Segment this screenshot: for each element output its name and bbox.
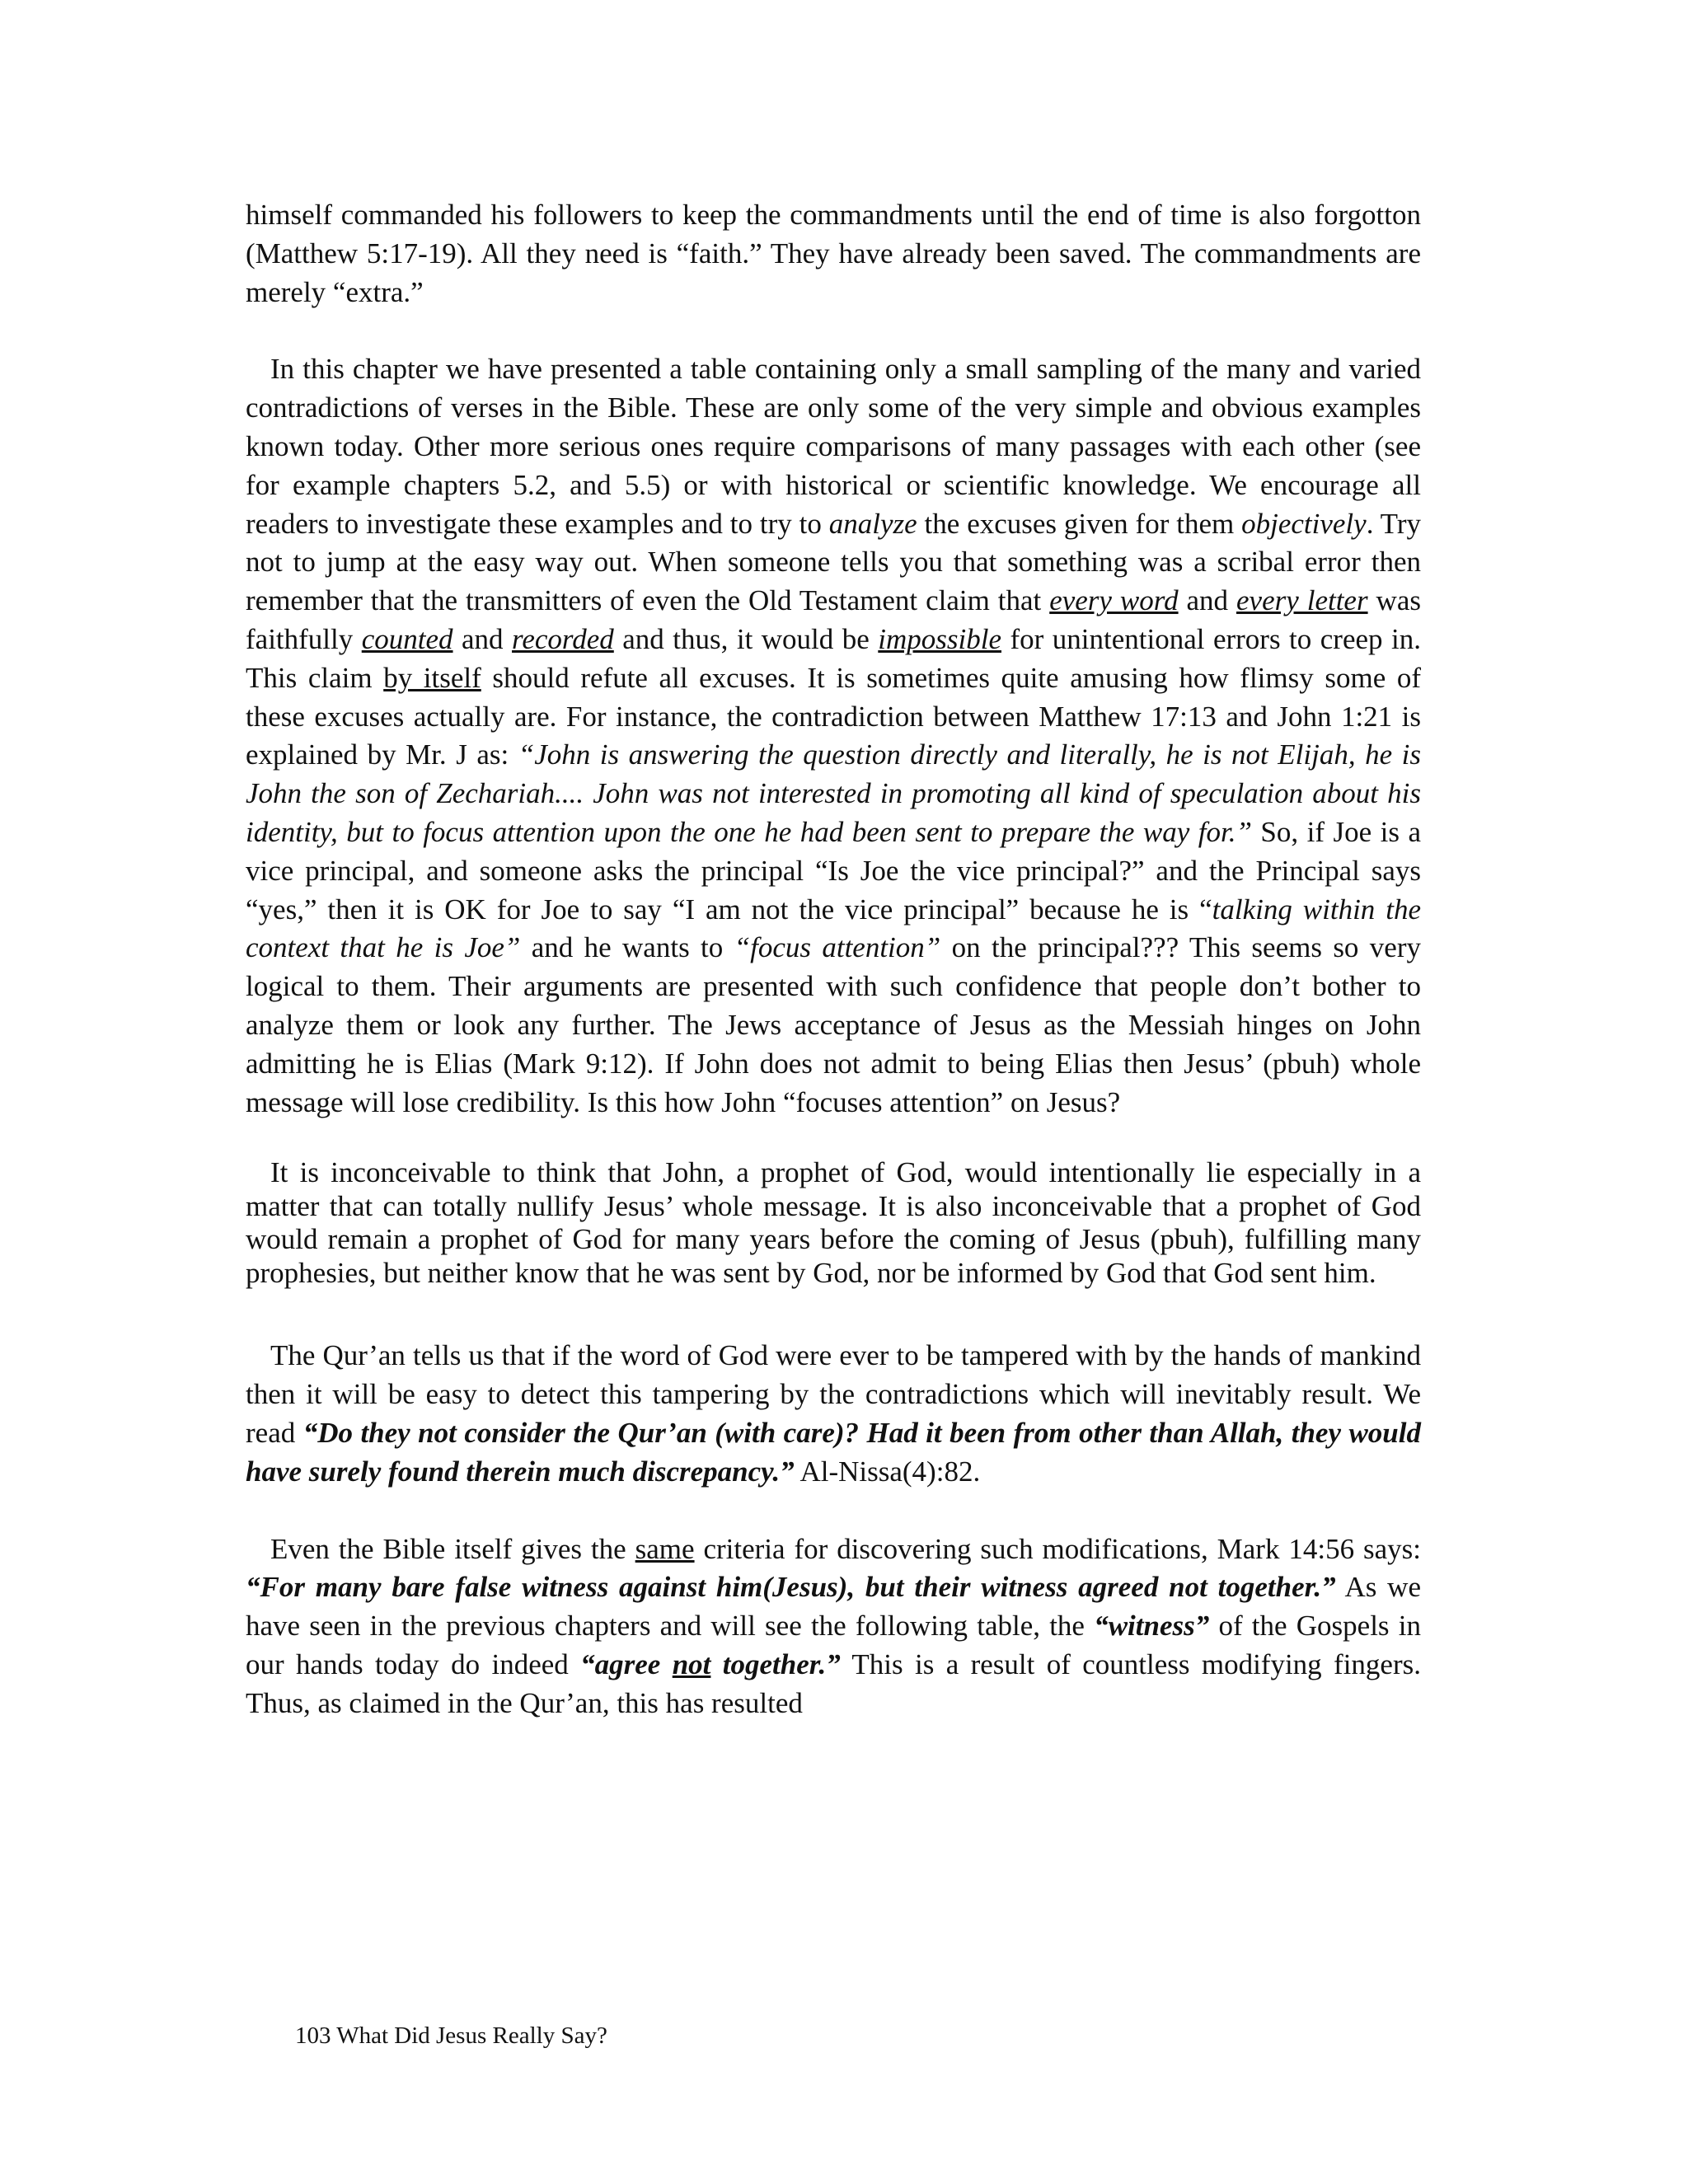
italic-run: talking within the context that he is Joe” <box>246 893 1421 964</box>
text-run: . Try not to jump at the easy way out. When someone tells you that something was a scribal error then remember that the transmitters of even the Old Testament claim that <box>246 507 1421 617</box>
text-run: for unintentional errors to creep in. This claim <box>246 622 1421 694</box>
paragraph-4 <box>246 1337 1421 1491</box>
paragraph-1-text: himself commanded his followers to keep the commandments until the end of time is also forgotton (Matthew 5:17-19). All they need is “faith.” They have already been saved. The commandments are merely “extra.” <box>246 199 1421 308</box>
text-run: and thus, it would be <box>613 622 879 655</box>
italic-run: analyze <box>828 507 917 540</box>
bold-italic-run: together.” <box>710 1647 841 1680</box>
italic-quote: “John is answering the question directly and literally, he is not Elijah, he is John the son of Zechariah.... John was not interested in promoting all kind of speculation about his identity, but to focus attention upon the one he had been sent to prepare the way for.” <box>246 738 1421 848</box>
underlined-italic-run: impossible <box>878 622 1002 655</box>
italic-run: objectively <box>1241 507 1367 540</box>
text-run: criteria for discovering such modifications, Mark 14:56 says: <box>694 1532 1421 1565</box>
text-run: was faithfully <box>246 584 1421 655</box>
text-run: the excuses given for them <box>917 507 1242 540</box>
text-run: This is a result of countless modifying fingers. Thus, as claimed in the Qur’an, this has resulted <box>246 1647 1421 1719</box>
page-footer: 103 What Did Jesus Really Say? <box>295 2022 607 2049</box>
text-run: and <box>452 622 513 655</box>
text-run: So, if Joe is a vice principal, and someone asks the principal “Is Joe the vice principal?” and the Principal says “yes,” then it is OK for Joe to say “I am not the vice principal” because he is “ <box>246 815 1421 926</box>
italic-run: “focus attention” <box>734 931 941 964</box>
underlined-run: by itself <box>383 661 481 694</box>
text-run: The Qur’an tells us that if the word of God were ever to be tampered with by the hands of mankind then it will be easy to detect this tampering by the contradictions which will inevitably result. We read <box>246 1339 1421 1449</box>
underlined-run: same <box>635 1532 695 1565</box>
underlined-italic-run: every word <box>1049 584 1179 617</box>
document-body <box>246 196 1421 1723</box>
text-run: and <box>1178 584 1237 617</box>
underlined-italic-run: counted <box>361 622 453 655</box>
bold-italic-run: “witness” <box>1094 1610 1210 1643</box>
bold-italic-quote: “Do they not consider the Qur’an (with care)? Had it been from other than Allah, they would have surely found therein much discrepancy.” <box>246 1416 1421 1488</box>
text-run: Even the Bible itself gives the <box>270 1532 635 1565</box>
paragraph-2 <box>246 350 1421 1122</box>
bold-italic-run: “agree <box>580 1647 673 1680</box>
text-run: In this chapter we have presented a table containing only a small sampling of the many and varied contradictions of verses in the Bible. These are only some of the very simple and obvious examples known today. Other more serious ones require comparisons of many passages with each other (see for example chapters 5.2, and 5.5) or with historical or scientific knowledge. We encourage all readers to investigate these examples and to try to <box>246 353 1421 540</box>
text-run: and he wants to <box>520 931 734 964</box>
text-run: on the principal??? This seems so very logical to them. Their arguments are presented with such confidence that people don’t bother to analyze them or look any further. The Jews acceptance of Jesus as the Messiah hinges on John admitting he is Elias (Mark 9:12). If John does not admit to being Elias then Jesus’ (pbuh) whole message will lose credibility. Is this how John “focuses attention” on Jesus? <box>246 931 1421 1118</box>
bold-italic-quote: “For many bare false witness against him(Jesus), but their witness agreed not together.” <box>246 1571 1336 1604</box>
text-run: Al-Nissa(4):82. <box>794 1455 981 1488</box>
paragraph-3-text: It is inconceivable to think that John, a prophet of God, would intentionally lie especially in a matter that can totally nullify Jesus’ whole message. It is also inconceivable that a prophet of God would remain a prophet of God for many years before the coming of Jesus (pbuh), fulfilling many prophesies, but neither know that he was sent by God, nor be informed by God that God sent him. <box>246 1156 1421 1289</box>
underlined-italic-run: recorded <box>512 622 614 655</box>
text-run: should refute all excuses. It is sometimes quite amusing how flimsy some of these excuses actually are. For instance, the contradiction between Matthew 17:13 and John 1:21 is explained by Mr. J as: <box>246 661 1421 771</box>
paragraph-1 <box>246 196 1421 312</box>
text-run: As we have seen in the previous chapters and will see the following table, the <box>246 1571 1421 1643</box>
bold-italic-underlined-run: not <box>672 1647 711 1680</box>
paragraph-3 <box>246 1156 1421 1290</box>
paragraph-5 <box>246 1530 1421 1723</box>
underlined-italic-run: every letter <box>1236 584 1368 617</box>
text-run: of the Gospels in our hands today do indeed <box>246 1610 1421 1680</box>
